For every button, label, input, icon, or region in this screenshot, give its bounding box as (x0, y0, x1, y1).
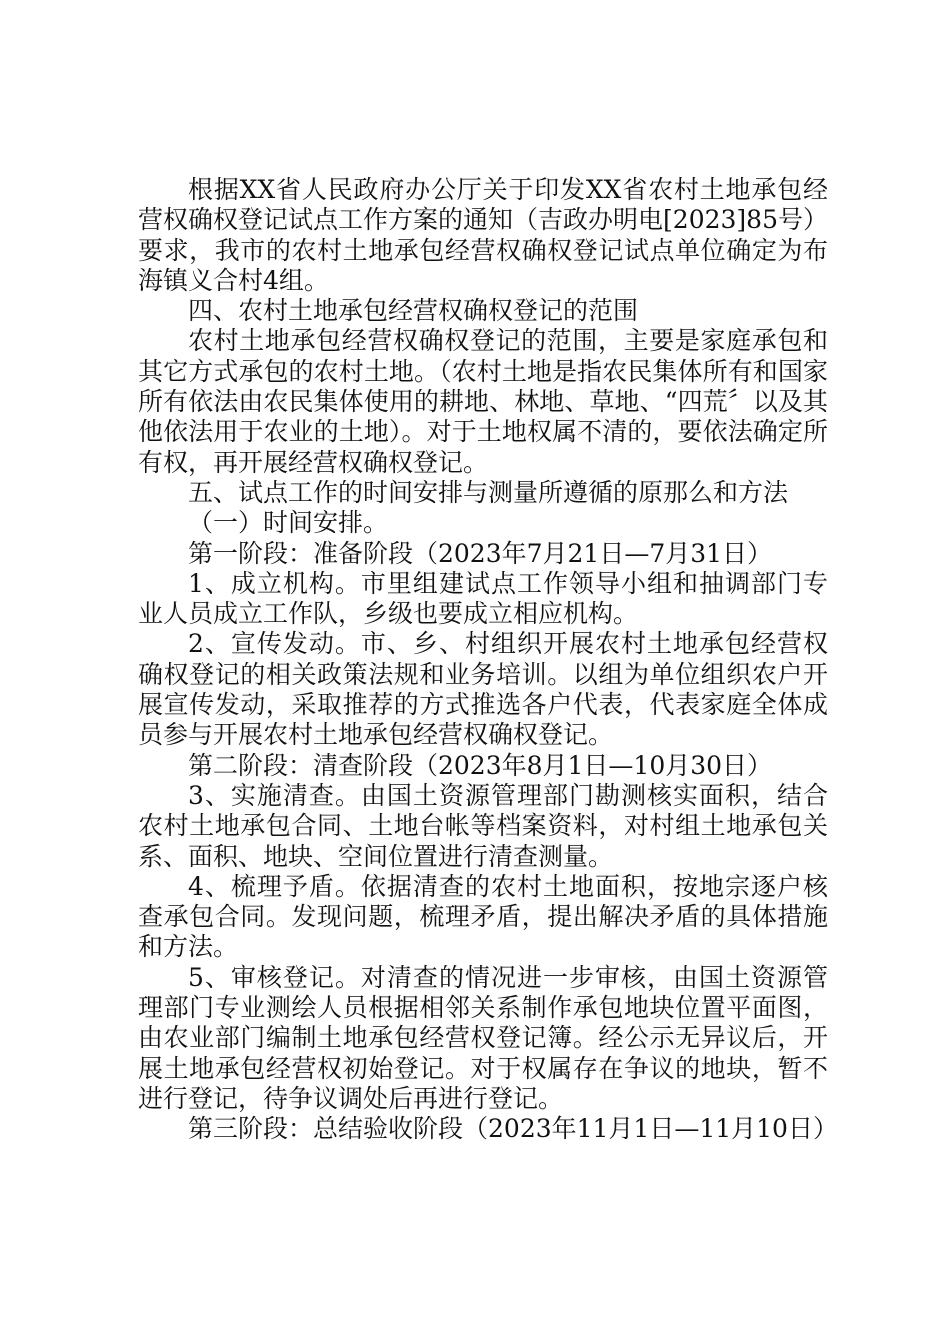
stage-one-heading: 第一阶段：准备阶段（2023年7月21日—7月31日） (188, 538, 773, 568)
stage-two-heading: 第二阶段：清查阶段（2023年8月1日—10月30日） (188, 750, 773, 780)
item-5: 5、审核登记。对清查的情况进一步审核，由国土资源管理部门专业测绘人员根据相邻关系制作承包地块位置平面图，由农业部门编制土地承包经营权登记簿。经公示无异议后，开展土地承包经营权初始登记。对于权属存在争议的地块，暂不进行登记，待争议调处后再进行登记。 (138, 962, 828, 1113)
item-3: 3、实施清查。由国土资源管理部门勘测核实面积，结合农村土地承包合同、土地台帐等档案资料，对村组土地承包关系、面积、地块、空间位置进行清查测量。 (138, 780, 828, 871)
paragraph-intro: 根据XX省人民政府办公厅关于印发XX省农村土地承包经营权确权登记试点工作方案的通知（吉政办明电[2023]85号）要求，我市的农村土地承包经营权确权登记试点单位确定为布海镇义合村4组。 (138, 175, 828, 295)
document-body (138, 175, 838, 1145)
heading-section-five: 五、试点工作的时间安排与测量所遵循的原那么和方法 (188, 477, 789, 507)
item-1: 1、成立机构。市里组建试点工作领导小组和抽调部门专业人员成立工作队，乡级也要成立相应机构。 (138, 568, 828, 629)
subheading-schedule: （一）时间安排。 (188, 508, 389, 538)
item-2: 2、宣传发动。市、乡、村组织开展农村土地承包经营权确权登记的相关政策法规和业务培训。以组为单位组织农户开展宣传发动，采取推荐的方式推选各户代表，代表家庭全体成员参与开展农村土地承包经营权确权登记。 (138, 629, 828, 750)
heading-section-four: 四、农村土地承包经营权确权登记的范围 (188, 296, 639, 326)
item-4: 4、梳理予盾。依据清查的农村土地面积，按地宗逐户核查承包合同。发现问题，梳理矛盾，提出解决矛盾的具体措施和方法。 (138, 871, 828, 962)
stage-three-heading: 第三阶段：总结验收阶段（2023年11月1日—11月10日） (188, 1114, 838, 1144)
paragraph-scope: 农村土地承包经营权确权登记的范围，主要是家庭承包和其它方式承包的农村土地。（农村土地是指农民集体所有和国家所有依法由农民集体使用的耕地、林地、草地、“四荒〞以及其他依法用于农业的土地）。对于土地权属不清的，要依法确定所有权，再开展经营权确权登记。 (138, 326, 828, 477)
